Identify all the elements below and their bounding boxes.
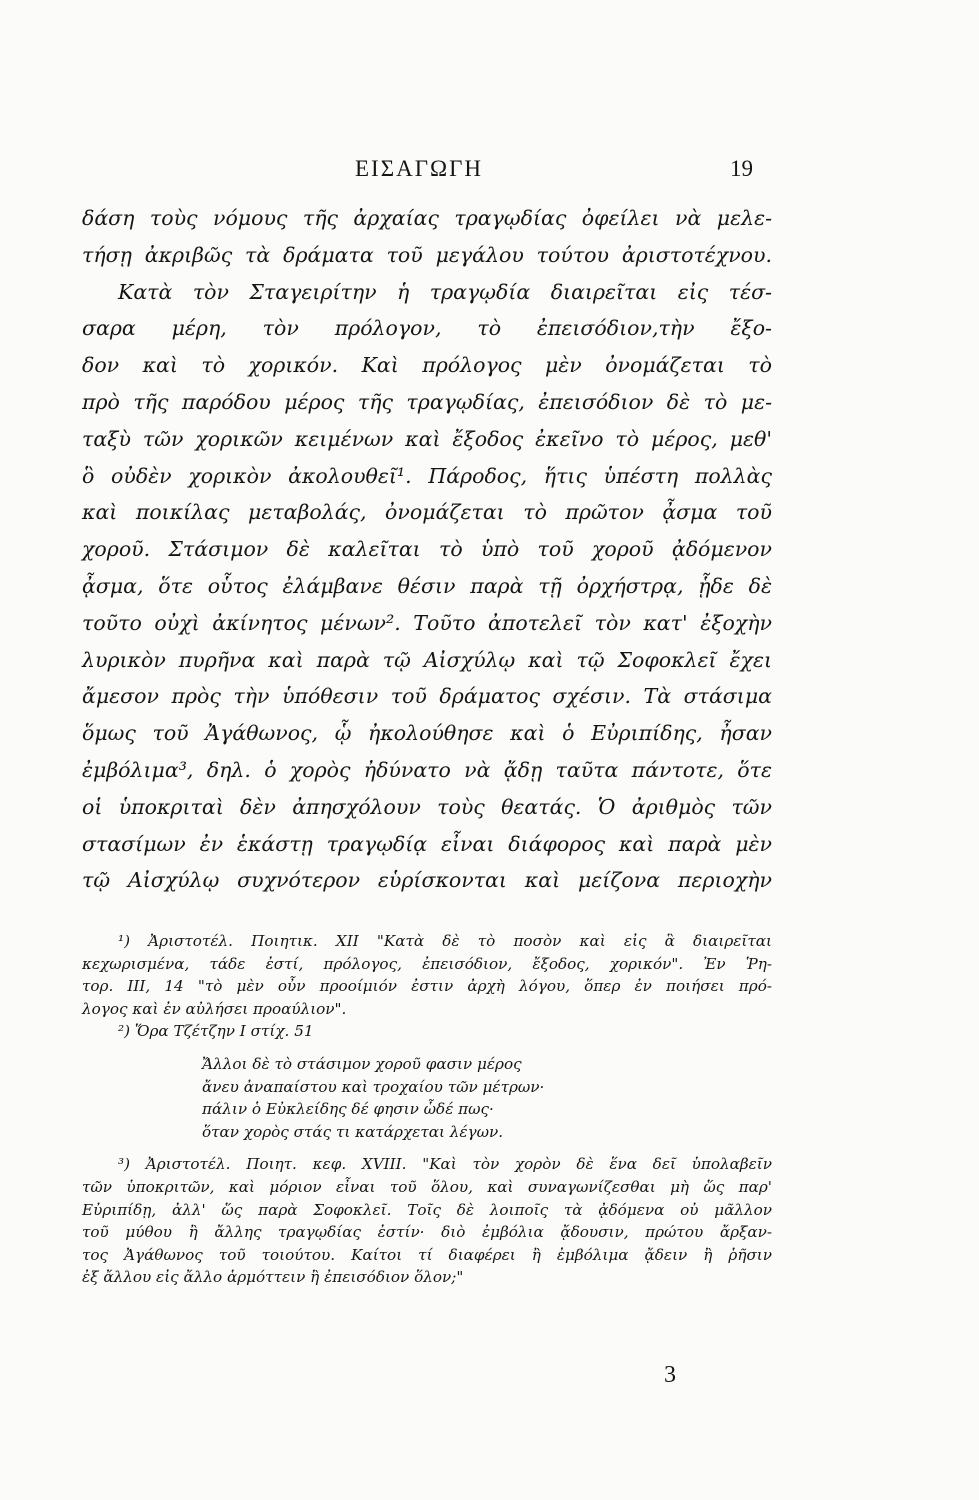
text-line: τοῦτο οὐχὶ ἀκίνητος μένων². Τοῦτο ἀποτελεῖ τὸν κατ' ἐξοχὴν	[82, 610, 772, 635]
text-line: ἄμεσον πρὸς τὴν ὑπόθεσιν τοῦ δράματος σχέσιν. Τὰ στάσιμα	[82, 684, 772, 709]
text-line: Κατὰ τὸν Σταγειρίτην ἡ τραγῳδία διαιρεῖται εἰς τέσ-	[118, 279, 772, 304]
footnote-line: λογος καὶ ἐν αὐλήσει προαύλιον".	[82, 999, 347, 1018]
main-text	[82, 200, 772, 899]
footnote-verse-line: πάλιν ὁ Εὐκλείδης δέ φησιν ὧδέ πως·	[202, 1100, 494, 1119]
footnote-1	[82, 930, 772, 1020]
text-line: οἱ ὑποκριταὶ δὲν ἀπησχόλουν τοὺς θεατάς. Ὁ ἀριθμὸς τῶν	[82, 794, 772, 819]
text-line: ὅμως τοῦ Ἀγάθωνος, ᾧ ἠκολούθησε καὶ ὁ Εὐριπίδης, ἦσαν	[82, 721, 772, 746]
footnote-line: ²) Ὅρα Τζέτζην Ι στίχ. 51	[118, 1022, 314, 1041]
text-line: ταξὺ τῶν χορικῶν κειμένων καὶ ἔξοδος ἐκεῖνο τὸ μέρος, μεθ'	[82, 426, 772, 451]
signature-mark: 3	[664, 1362, 676, 1388]
footnote-verse-line: ἄνευ ἀναπαίστου καὶ τροχαίου τῶν μέτρων·	[202, 1077, 545, 1096]
footnote-line: τορ. III, 14 "τὸ μὲν οὖν προοίμιόν ἐστιν ἀρχὴ λόγου, ὅπερ ἐν ποιήσει πρό-	[82, 977, 772, 996]
text-line: δον καὶ τὸ χορικόν. Καὶ πρόλογος μὲν ὀνομάζεται τὸ	[82, 353, 772, 378]
footnote-verse-line: Ἄλλοι δὲ τὸ στάσιμον χοροῦ φασιν μέρος	[202, 1054, 522, 1073]
footnote-line: τῶν ὑποκριτῶν, καὶ μόριον εἶναι τοῦ ὅλου, καὶ συναγωνίζεσθαι μὴ ὥς παρ'	[82, 1177, 772, 1196]
text-line: τῷ Αἰσχύλῳ συχνότερον εὑρίσκονται καὶ μείζονα περιοχὴν	[82, 868, 772, 893]
text-line: στασίμων ἐν ἑκάστῃ τραγῳδίᾳ εἶναι διάφορος καὶ παρὰ μὲν	[82, 831, 772, 856]
footnote-3	[82, 1153, 772, 1289]
text-line: λυρικὸν πυρῆνα καὶ παρὰ τῷ Αἰσχύλῳ καὶ τῷ Σοφοκλεῖ ἔχει	[82, 647, 772, 672]
footnote-line: Εὐριπίδῃ, ἀλλ' ὥς παρὰ Σοφοκλεῖ. Τοῖς δὲ λοιποῖς τὰ ᾀδόμενα οὐ μᾶλλον	[82, 1200, 772, 1219]
footnote-line: κεχωρισμένα, τάδε ἐστί, πρόλογος, ἐπεισόδιον, ἔξοδος, χορικόν". Ἐν Ῥη-	[82, 954, 772, 973]
text-line: πρὸ τῆς παρόδου μέρος τῆς τραγῳδίας, ἐπεισόδιον δὲ τὸ με-	[82, 389, 772, 414]
footnote-2	[82, 1020, 772, 1153]
text-line: δάση τοὺς νόμους τῆς ἀρχαίας τραγῳδίας ὀφείλει νὰ μελε-	[82, 206, 772, 230]
footnote-verse-line: ὅταν χορὸς στάς τι κατάρχεται λέγων.	[202, 1122, 504, 1141]
text-line: χοροῦ. Στάσιμον δὲ καλεῖται τὸ ὑπὸ τοῦ χοροῦ ᾀδόμενον	[82, 537, 772, 562]
page-number: 19	[730, 156, 753, 181]
text-line: ὃ οὐδὲν χορικὸν ἀκολουθεῖ¹. Πάροδος, ἥτις ὑπέστη πολλὰς	[82, 463, 772, 488]
footnotes	[82, 930, 772, 1289]
text-line: τήσῃ ἀκριβῶς τὰ δράματα τοῦ μεγάλου τούτου ἀριστοτέχνου.	[82, 242, 772, 267]
text-line: ἐμβόλιμα³, δηλ. ὁ χορὸς ἠδύνατο νὰ ᾄδῃ ταῦτα πάντοτε, ὅτε	[82, 757, 772, 782]
footnote-line: ¹) Ἀριστοτέλ. Ποιητικ. XII "Κατὰ δὲ τὸ ποσὸν καὶ εἰς ἃ διαιρεῖται	[118, 932, 772, 950]
running-title: ΕΙΣΑΓΩΓΗ	[355, 156, 484, 181]
footnote-line: τοῦ μύθου ἢ ἄλλης τραγῳδίας ἐστίν· διὸ ἐμβόλια ᾄδουσιν, πρώτου ἄρξαν-	[82, 1223, 772, 1242]
text-line: ᾆσμα, ὅτε οὗτος ἐλάμβανε θέσιν παρὰ τῇ ὀρχήστρᾳ, ᾗδε δὲ	[82, 573, 772, 598]
page-header	[0, 152, 979, 192]
footnote-line: ³) Ἀριστοτέλ. Ποιητ. κεφ. XVIII. "Καὶ τὸν χορὸν δὲ ἕνα δεῖ ὑπολαβεῖν	[118, 1155, 772, 1174]
footnote-line: τος Ἀγάθωνος τοῦ τοιούτου. Καίτοι τί διαφέρει ἢ ἐμβόλιμα ᾄδειν ἢ ῥῆσιν	[82, 1245, 772, 1264]
text-line: σαρα μέρη, τὸν πρόλογον, τὸ ἐπεισόδιον,τὴν ἔξο-	[82, 316, 772, 341]
text-line: καὶ ποικίλας μεταβολάς, ὀνομάζεται τὸ πρῶτον ᾆσμα τοῦ	[82, 500, 772, 525]
footnote-line: ἐξ ἄλλου εἰς ἄλλο ἁρμόττειν ἢ ἐπεισόδιον ὅλον;"	[82, 1268, 464, 1287]
